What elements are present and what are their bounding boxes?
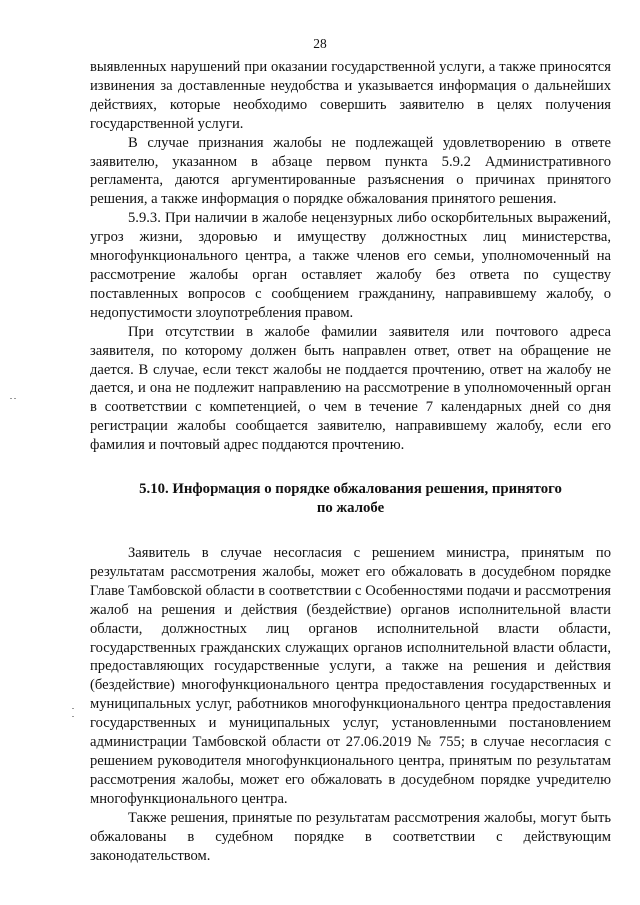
paragraph-5-9-3: 5.9.3. При наличии в жалобе нецензурных либо оскорбительных выражений, угроз жизни, здоровью и имуществу должностных лиц министерства, многофункционального центра, а также членов его семьи, уполномоченный на рассмотрение жалобы орган оставляет жалобу без ответа по существу поставленных вопросов с сообщением гражданину, направившему жалобу, о недопустимости злоупотребления правом. xyxy=(90,210,611,321)
section-heading-5-10 xyxy=(90,480,611,518)
paragraph-continuation: выявленных нарушений при оказании государственной услуги, а также приносятся извинения за доставленные неудобства и указывается информация о дальнейших действиях, которые необходимо совершить заявителю в целях получения государственной услуги. xyxy=(90,59,611,132)
scan-artifact xyxy=(14,398,16,399)
scan-artifact xyxy=(72,708,74,709)
section-heading-line-2: по жалобе xyxy=(316,500,385,517)
paragraph-judicial-appeal: Также решения, принятые по результатам рассмотрения жалобы, могут быть обжалованы в судебном порядке в соответствии с действующим законодательством. xyxy=(90,809,611,864)
document-body xyxy=(90,58,611,865)
scan-artifact xyxy=(10,398,12,399)
paragraph-missing-address: При отсутствии в жалобе фамилии заявителя или почтового адреса заявителя, по которому должен быть направлен ответ, ответ на обращение не дается. В случае, если текст жалобы не поддается прочтению, ответ на жалобу не дается, и она не подлежит направлению на рассмотрение в уполномоченный орган в соответствии с компетенцией, о чем в течение 7 календарных дней со дня регистрации жалобы сообщается заявителю, направившему жалобу, если его фамилия и почтовый адрес поддаются прочтению. xyxy=(90,323,611,454)
page-number: 28 xyxy=(313,36,327,51)
scan-artifact xyxy=(72,716,74,717)
section-heading-line-1: 5.10. Информация о порядке обжалования решения, принятого xyxy=(139,481,562,498)
paragraph-appeal-governor: Заявитель в случае несогласия с решением министра, принятым по результатам рассмотрения жалобы, может его обжаловать в досудебном порядке Главе Тамбовской области в соответствии с Особенностями подачи и рассмотрения жалоб на решения и действия (бездействие) органов исполнительной власти области, должностных лиц органов исполнительной власти области, государственных гражданских служащих органов исполнительной власти области, предоставляющих государственные услуги, а также на решения и действия (бездействие) многофункционального центра предоставления государственных и муниципальных услуг, работников многофункционального центра предоставления государственных и муниципальных услуг, установленными постановлением администрации Тамбовской области от 27.06.2019 № 755; в случае несогласия с решением руководителя многофункционального центра, принятым по результатам рассмотрения жалобы, может его обжаловать в досудебном порядке учредителю многофункционального центра. xyxy=(90,545,611,807)
paragraph-rejection-response: В случае признания жалобы не подлежащей удовлетворению в ответе заявителю, указанном в абзаце первом пункта 5.9.2 Административного регламента, даются аргументированные разъяснения о причинах принятого решения, а также информация о порядке обжалования принятого решения. xyxy=(90,134,611,208)
